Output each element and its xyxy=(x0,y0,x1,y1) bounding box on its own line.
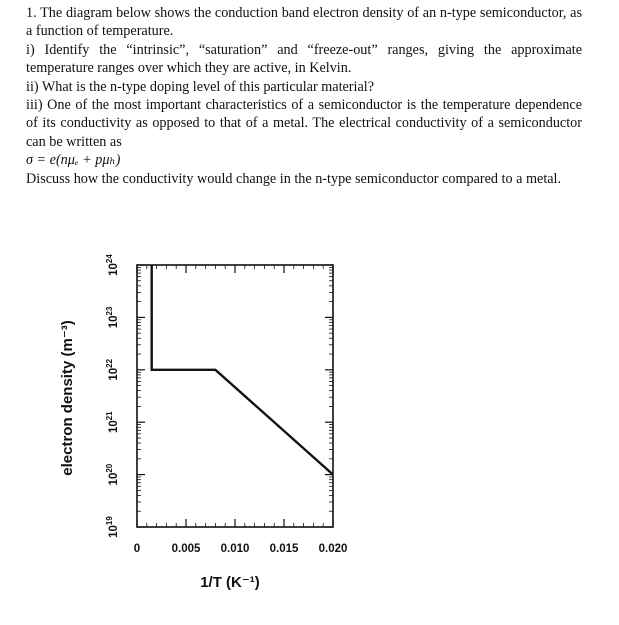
y-tick-label-text: $10^{19}$ xyxy=(105,516,120,538)
y-tick-label-text: $10^{24}$ xyxy=(105,254,120,276)
question-part-iii: iii) One of the most important characteristics of a semiconductor is the temperature dependence of its conductivity as opposed to that of a metal. The electrical conductivity of a semiconductor can be written as xyxy=(26,97,582,150)
y-tick-label xyxy=(105,463,120,485)
x-tick-labels xyxy=(134,543,348,555)
x-tick-label: 0.010 xyxy=(220,543,250,555)
series-line-electron-density xyxy=(152,265,333,475)
y-tick-label xyxy=(105,254,120,276)
x-tick-label: 0 xyxy=(133,543,141,555)
x-tick-label: 0.015 xyxy=(269,543,299,555)
question-part-i: i) Identify the “intrinsic”, “saturation” and “freeze‑out” ranges, giving the approximate temperature ranges over which they are active, in Kelvin. xyxy=(26,41,582,77)
y-tick-label xyxy=(105,306,120,328)
question-part-ii: ii) What is the n‑type doping level of this particular material? xyxy=(26,78,375,95)
y-tick-label xyxy=(105,411,120,433)
y-tick-label xyxy=(105,358,120,380)
plot-frame xyxy=(137,265,333,527)
x-axis-label: 1/T (K⁻¹) xyxy=(200,574,260,591)
major-ticks xyxy=(137,265,333,527)
y-tick-label-text: $10^{23}$ xyxy=(105,306,120,329)
y-tick-labels xyxy=(105,254,120,538)
y-axis-label: electron density (m⁻³) xyxy=(59,320,76,476)
question-discussion: Discuss how the conductivity would change in the n‑type semiconductor compared to a metal. xyxy=(26,170,562,187)
y-tick-label-text: $10^{21}$ xyxy=(105,411,120,434)
minor-ticks xyxy=(137,265,333,527)
y-tick-label-text: $10^{20}$ xyxy=(105,463,120,486)
x-tick-label: 0.005 xyxy=(171,543,201,555)
y-tick-label-text: $10^{22}$ xyxy=(105,358,120,381)
y-tick-label xyxy=(105,516,120,538)
question-intro: 1. The diagram below shows the conduction band electron density of an n‑type semiconductor, as a function of temperature. xyxy=(26,5,582,40)
conductivity-formula: σ = e(nμₑ + pμₕ) xyxy=(26,152,121,169)
x-tick-label: 0.020 xyxy=(318,543,348,555)
